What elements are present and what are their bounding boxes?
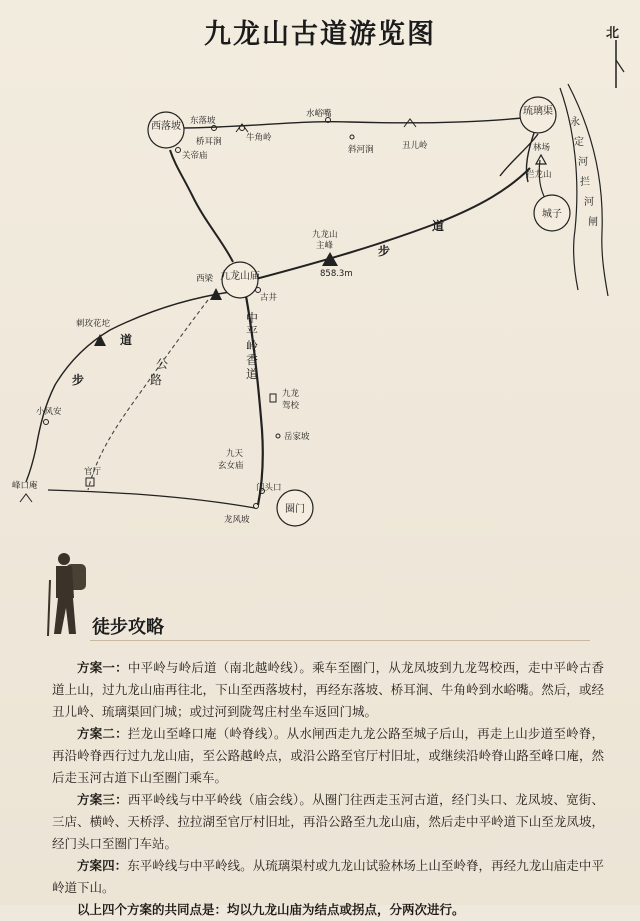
- guide-title: 徒步攻略: [92, 617, 164, 638]
- node-liuliqu: [520, 97, 556, 133]
- map-label-zp-5: 道: [246, 367, 259, 381]
- map-label-gonglu-2: 路: [150, 373, 163, 387]
- map-label-gujing: 古井: [260, 293, 278, 303]
- map-label-guandimiao: 关帝庙: [182, 151, 208, 161]
- plan-4: 方案四：东平岭线与中平岭线。从琉璃渠村或九龙山试验林场上山至岭脊，再经九龙山庙走中平岭道下山。: [52, 858, 604, 895]
- map-label-cimeihuatuo: 刺玫花坨: [76, 319, 111, 329]
- map-label-liuliqu: 琉璃渠: [523, 106, 553, 117]
- plan-3: 方案三：西平岭线与中平岭线（庙会线）。从圈门往西走玉河古道，经门头口、龙凤坡、宽街、三店、横岭、天桥浮、拉拉湖至官厅村旧址，再沿公路至九龙山庙，然后走中平岭道下山至龙凤坡，经门头口至圈门车站。: [52, 792, 604, 851]
- map-label-fengkouan: 峰口庵: [12, 481, 38, 491]
- map-label-zp-1: 中: [246, 311, 259, 325]
- plan-1: 方案一：中平岭与岭后道（南北越岭线）。乘车至圈门，从龙凤坡到九龙驾校西，走中平岭古香道上山，过九龙山庙再往北，下山至西落坡村，再经东落坡、桥耳涧、牛角岭到水峪嘴。然后，或经丑儿岭、琉璃渠回门城；或过河到陇驾庄村坐车返回门城。: [52, 660, 604, 719]
- pass-marker-3-icon: [20, 494, 32, 502]
- route-chengzi: [539, 160, 546, 200]
- map-label-shuiyuzui: 水峪嘴: [306, 109, 332, 119]
- map-label-qiaoerjian: 桥耳涧: [196, 137, 222, 147]
- plan-summary: 以上四个方案的共同点是：均以九龙山庙为结点或拐点，分两次进行。: [77, 902, 465, 917]
- map-label-xiehejian: 斜河涧: [348, 145, 374, 155]
- map-label-bu-west: 步: [72, 373, 85, 387]
- map-label-zp-3: 岭: [246, 339, 259, 353]
- route-west-ridge: [26, 292, 230, 482]
- map-label-linchang: 林场: [533, 143, 551, 153]
- map-label-yongdinghe-3: 河: [578, 157, 588, 168]
- map-label-dao-west: 道: [120, 333, 133, 347]
- map-label-jiulongshanmiao: 九龙山庙: [220, 271, 260, 282]
- map-label-xiliang: 西梁: [196, 274, 214, 284]
- map-label-chengzi: 城子: [542, 209, 562, 220]
- node-chengzi: [534, 195, 570, 231]
- route-north: [180, 118, 522, 128]
- guide-plans: [52, 657, 604, 921]
- map-label-jiulong-jiaxiao-2: 驾校: [282, 401, 300, 411]
- map-label-quanmen: 圈门: [285, 504, 305, 515]
- map-label-yongdinghe-2: 定: [574, 137, 584, 148]
- map-label-gonglu-1: 公: [156, 357, 169, 371]
- node-quanmen: [277, 490, 313, 526]
- north-label: 北: [606, 26, 620, 41]
- map-label-dongluopo: 东落坡: [190, 116, 216, 126]
- north-arrow-icon: [616, 40, 624, 88]
- peak-lanlongshan-icon: [536, 155, 546, 164]
- map-title: 九龙山古道游览图: [204, 19, 436, 50]
- map-label-lanlongshan: 拦龙山: [526, 170, 552, 180]
- map-label-zp-4: 香: [246, 353, 259, 367]
- plan-2: 方案二：拦龙山至峰口庵（岭脊线）。从水闸西走九龙公路至城子后山，再走上山步道至岭脊，再沿岭脊西行过九龙山庙，至公路越岭点，或沿公路至官厅村旧址，或继续沿岭脊山路至峰口庵，然后走玉河古道下山至圈门乘车。: [52, 726, 604, 785]
- route-xiluopo-south: [170, 150, 233, 262]
- map-label-guanting: 官厅: [84, 467, 102, 477]
- map-label-niujiaoling: 牛角岭: [246, 133, 272, 143]
- map-label-peak-height: 858.3m: [320, 269, 353, 279]
- map-label-jiutian-2: 玄女庙: [218, 461, 244, 471]
- divider: [90, 640, 590, 641]
- map-label-yuejiapo: 岳家坡: [284, 432, 310, 442]
- map-label-yongdinghe-6: 闸: [588, 217, 598, 228]
- map-label-yongdinghe-5: 河: [584, 197, 594, 208]
- route-yuhe: [48, 490, 255, 508]
- map-label-zp-2: 平: [246, 325, 259, 339]
- map-label-dao-east: 道: [432, 219, 445, 233]
- node-xiluopo: [148, 112, 184, 148]
- map-label-yongdinghe-4: 拦: [580, 177, 590, 188]
- map-label-mentoukou: 门头口: [256, 483, 282, 493]
- map-label-jiulong-jiaxiao-1: 九龙: [282, 389, 300, 399]
- map-label-bu-east: 步: [378, 244, 391, 258]
- map-label-xiaofengan: 小风安: [36, 407, 62, 417]
- map-label-jiutian-1: 九天: [226, 449, 244, 459]
- map-label-chouerling: 丑儿岭: [402, 141, 428, 151]
- map-label-longfengpo: 龙风坡: [224, 515, 250, 525]
- map-label-peak-name-2: 主峰: [316, 241, 334, 251]
- map-label-peak-name-1: 九龙山: [312, 230, 338, 240]
- route-east-ridge: [252, 168, 530, 280]
- map-label-yongdinghe-1: 永: [570, 117, 580, 128]
- map-label-xiluopo: 西落坡: [151, 121, 181, 132]
